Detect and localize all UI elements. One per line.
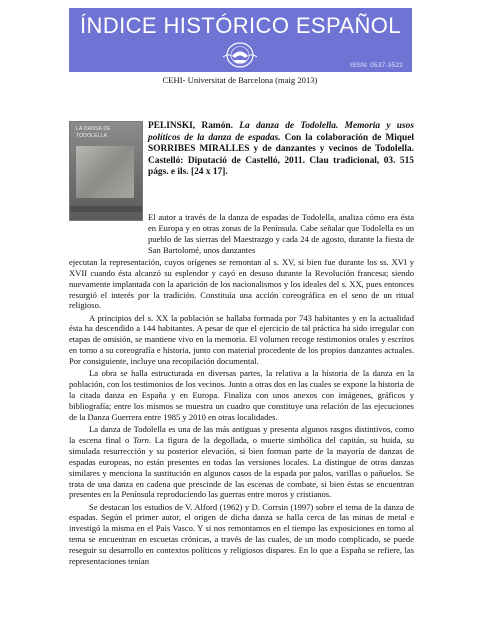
paragraph-4-italic-term: Torn <box>133 434 149 445</box>
bibliographic-reference <box>148 121 414 179</box>
cover-photo <box>76 146 134 198</box>
paragraph-5: Se destacan los estudios de V. Alford (1962) y D. Corrsin (1997) sobre el tema de la danza de espadas. Según el primer autor, el origen de dicha danza se halla cerca de las minas de metal e investigó la misma en el País Vasco. Y si nos remontamos en el tiempo las exposiciones en torno al tema se encuentran en escuetas crónicas, a través de las cuales, de un modo complicado, se puede reseguir su desarrollo en contextos políticos y religiosos dispares. En lo que a España se refiere, las representaciones tenían <box>69 501 414 567</box>
journal-title: ÍNDICE HISTÓRICO ESPAÑOL <box>80 13 401 38</box>
source-line: CEHI- Universitat de Barcelona (maig 2013) <box>162 75 318 85</box>
university-seal-icon <box>219 41 261 69</box>
cover-band <box>70 206 142 212</box>
reference-author: PELINSKI, Ramón. <box>148 121 233 131</box>
reference-title: La danza de Todolella. Memoria y usos políticos de la danza de espadas. <box>148 121 414 143</box>
paragraph-1-wrapped: El autor a través de la danza de espadas de Todolella, analiza cómo era ésta en Europa y en otras zonas de la Península. Cabe señalar que Todolella es un pueblo de las sierras del Maestrazgo y cada 24 de agosto, durante la fiesta de San Bartolomé, unos danzantes <box>148 212 414 255</box>
review-body <box>69 212 415 568</box>
paragraph-1-continued: ejecutan la representación, cuyos orígenes se remontan al s. XV, si bien fue durante los ss. XVI y XVII cuando ésta alcanzó su esplendor y cayó en desuso durante la Revolución francesa; siendo nuevamente implantada con la aparición de los nacionalismos y los ideales del s. XX, pues entonces resurgió el interés por la tradición. Constituía una acción coreográfica en el seno de un ritual religioso. <box>69 256 414 311</box>
issn-label: ISSN: 0537-3522 <box>350 62 403 69</box>
paragraph-3: La obra se halla estructurada en diversas partes, la relativa a la historia de la danza en la población, con los testimonios de los vecinos. Junto a otras dos en las cuales se expone la historia de la citada danza en España y en Europa. Finaliza con unos anexos con imágenes, gráficos y bibliografía; entre los mismos se muestra un cuadro que constituye una relación de las ejecuciones de la Danza Guerrera entre 1985 y 2010 en otras localidades. <box>69 368 414 422</box>
cover-title-line-2: TODOLELLA <box>76 133 108 139</box>
reference-details: Con la colaboración de Miquel SORRIBES MIRALLES y de danzantes y vecinos de Todolella. Castelló: Diputació de Castelló, 2011. Clau tradicional, 03. 515 págs. e ils. [24 x 17]. <box>148 132 414 178</box>
book-cover-image <box>69 121 143 221</box>
paragraph-4-end: . La figura de la degollada, o muerte simbólica del capitán, su huida, su simulada resurrección y su posterior elevación, si bien forman parte de la mayoría de danzas de espadas europeas, no están presentes en todas las versiones locales. La distingue de otras danzas similares y menciona la sustitución en algunos casos de la espada por palos, varillas o pañuelos. Se trata de una danza en cadena que prescinde de las escenas de combate, si bien éstas se encuentran presentes en la Península reproduciendo las guerras entre moros y cristianos. <box>69 434 415 500</box>
cover-title-line-1: LA DANSA DE <box>76 126 111 132</box>
paragraph-4-start: La danza de Todolella es una de las más antiguas y presenta algunos rasgos distintivos, como la escena final o <box>69 423 414 445</box>
journal-banner <box>69 8 412 72</box>
paragraph-2: A principios del s. XX la población se hallaba formada por 743 habitantes y en la actualidad ésta ha descendido a 144 habitantes. A pesar de que el ejercicio de tal práctica ha sido irregular con etapas de omisión, se mantiene vivo en la memoria. El volumen recoge testimonios orales y escritos en torno a su coreografía e historia, junto con material procedente de los propios danzantes actuales. Por consiguiente, incluye una recopilación documental. <box>69 312 414 367</box>
paragraph-4 <box>69 424 414 500</box>
